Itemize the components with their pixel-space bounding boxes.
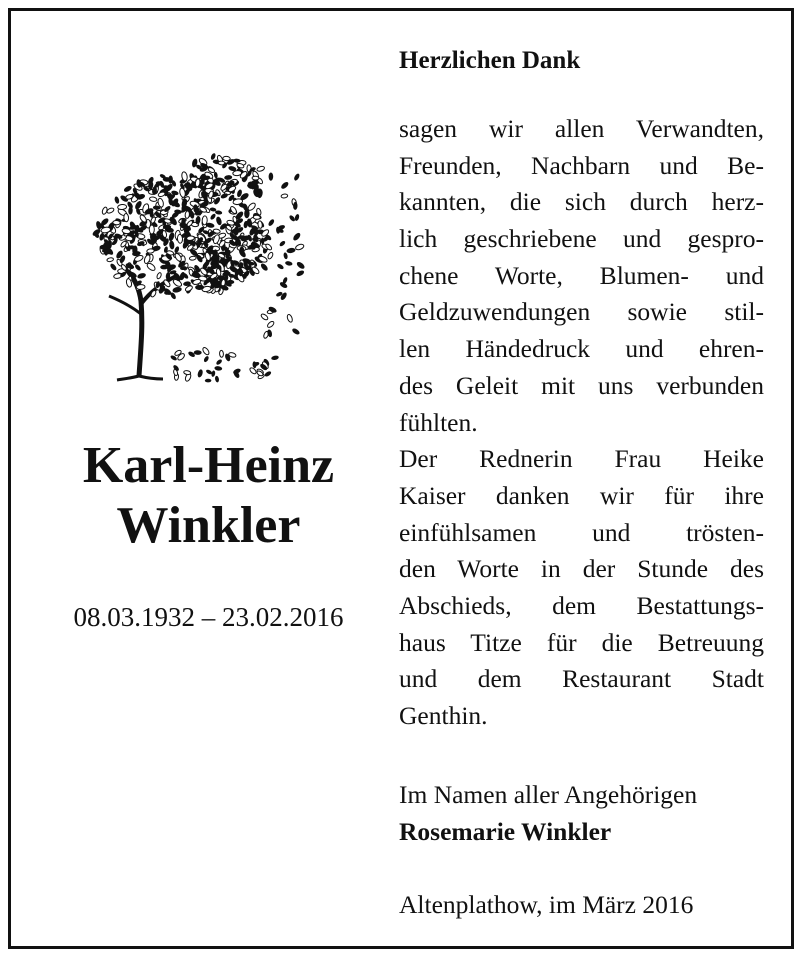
deceased-name bbox=[11, 436, 406, 556]
windswept-tree-icon bbox=[81, 136, 311, 396]
body-line: Abschieds, dem Bestattungs- bbox=[399, 590, 764, 620]
deceased-last-name: Winkler bbox=[116, 497, 301, 554]
body-line: Der Rednerin Frau Heike bbox=[399, 444, 764, 474]
body-line: den Worte in der Stunde des bbox=[399, 554, 764, 584]
body-line: chene Worte, Blumen- und bbox=[399, 260, 764, 290]
body-line: Freunden, Nachbarn und Be- bbox=[399, 150, 764, 180]
body-line: lich geschriebene und gespro- bbox=[399, 224, 764, 254]
notice-frame bbox=[8, 8, 794, 949]
life-dates: 08.03.1932 – 23.02.2016 bbox=[73, 602, 344, 632]
deceased-first-name: Karl-Heinz bbox=[82, 437, 335, 494]
thanks-heading: Herzlichen Dank bbox=[399, 47, 581, 74]
body-line: des Geleit mit uns verbunden bbox=[399, 370, 764, 400]
body-line: einfühlsamen und trösten- bbox=[399, 517, 764, 547]
signer-name: Rosemarie Winkler bbox=[399, 816, 612, 846]
thanks-body bbox=[399, 111, 764, 735]
closing-block bbox=[399, 777, 697, 850]
body-line: Genthin. bbox=[399, 701, 488, 730]
body-line: sagen wir allen Verwandten, bbox=[399, 114, 764, 143]
body-line: Kaiser danken wir für ihre bbox=[399, 480, 764, 510]
closing-phrase: Im Namen aller Angehörigen bbox=[399, 780, 698, 809]
body-line: kannten, die sich durch herz- bbox=[399, 187, 764, 217]
body-line: haus Titze für die Betreuung bbox=[399, 627, 764, 657]
place-and-date: Altenplathow, im März 2016 bbox=[399, 890, 694, 919]
left-column bbox=[11, 11, 406, 946]
body-line: und dem Restaurant Stadt bbox=[399, 664, 764, 694]
body-line: fühlten. bbox=[399, 407, 478, 437]
body-line: len Händedruck und ehren- bbox=[399, 334, 764, 364]
body-line: Geldzuwendungen sowie stil- bbox=[399, 297, 764, 327]
